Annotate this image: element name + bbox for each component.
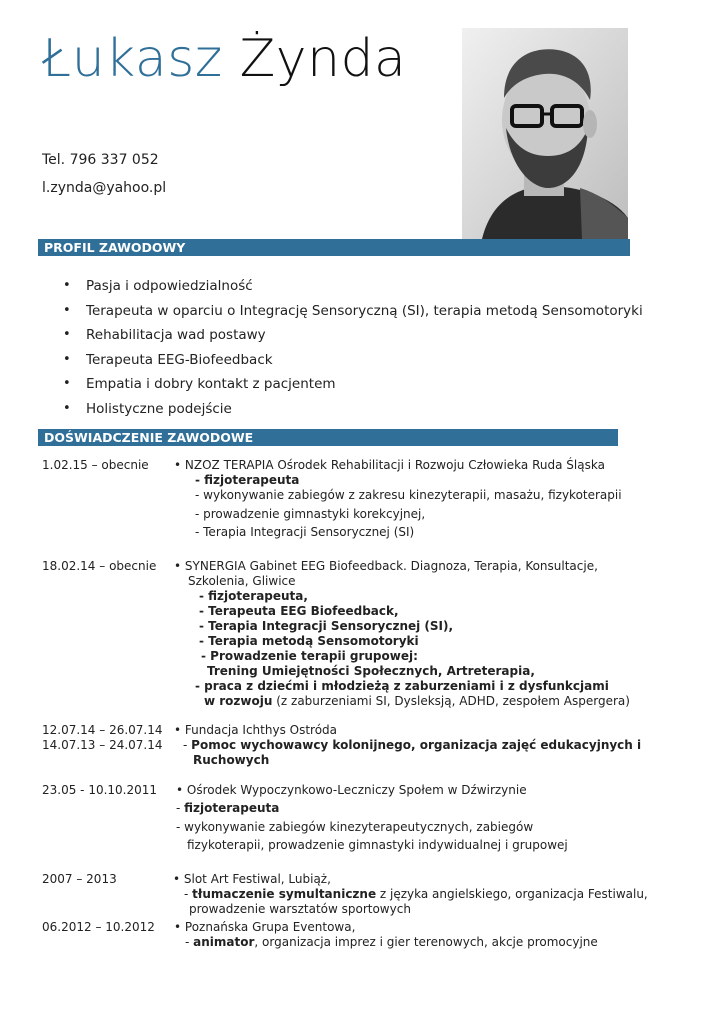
experience-date: 1.02.15 – obecnie — [42, 458, 149, 472]
experience-detail: fizykoterapii, prowadzenie gimnastyki indywidualnej i grupowej — [187, 838, 568, 852]
experience-role — [195, 679, 609, 695]
experience-role — [176, 801, 279, 817]
experience-detail: prowadzenie warsztatów sportowych — [189, 902, 411, 916]
experience-date: 06.2012 – 10.2012 — [42, 920, 155, 934]
section-header-profile: PROFIL ZAWODOWY — [38, 239, 630, 256]
role-prefix: - — [183, 738, 192, 752]
experience-role: Ruchowych — [193, 753, 270, 767]
experience-date: 12.07.14 – 26.07.14 — [42, 723, 163, 737]
experience-role-text: fizjoterapeuta — [184, 801, 280, 815]
first-name: Łukasz — [42, 29, 223, 89]
experience-detail: - wykonywanie zabiegów z zakresu kinezyterapii, masażu, fizykoterapii — [195, 488, 622, 502]
experience-org: • Poznańska Grupa Eventowa, — [174, 920, 356, 934]
role-prefix: - — [185, 935, 194, 949]
experience-role: - fizjoterapeuta, — [199, 589, 308, 603]
list-item: • Rehabilitacja wad postawy — [46, 323, 643, 348]
profile-photo — [462, 28, 628, 239]
last-name: Żynda — [239, 29, 407, 89]
list-item: • Empatia i dobry kontakt z pacjentem — [46, 372, 643, 397]
list-item: • Terapeuta w oparciu o Integrację Sensoryczną (SI), terapia metodą Sensomotoryki — [46, 299, 643, 324]
experience-org: • Slot Art Festiwal, Lubiąż, — [173, 872, 331, 886]
experience-org: • SYNERGIA Gabinet EEG Biofeedback. Diagnoza, Terapia, Konsultacje, — [174, 559, 598, 573]
experience-role-text: tłumaczenie symultaniczne — [192, 887, 377, 901]
phone: Tel. 796 337 052 — [42, 152, 159, 168]
experience-role: Trening Umiejętności Społecznych, Artreterapia, — [207, 664, 535, 678]
list-item: • Holistyczne podejście — [46, 397, 643, 422]
list-item: • Pasja i odpowiedzialność — [46, 274, 643, 299]
experience-role: - Terapia Integracji Sensorycznej (SI), — [199, 619, 454, 633]
experience-detail-text: , organizacja imprez i gier terenowych, akcje promocyjne — [254, 935, 598, 949]
experience-role: - fizjoterapeuta — [195, 473, 300, 487]
experience-detail-text: z języka angielskiego, organizacja Festiwalu, — [376, 887, 648, 901]
section-header-experience: DOŚWIADCZENIE ZAWODOWE — [38, 429, 618, 446]
experience-role — [183, 738, 641, 754]
experience-detail: - prowadzenie gimnastyki korekcyjnej, — [195, 507, 426, 521]
experience-detail: - Terapia Integracji Sensorycznej (SI) — [195, 525, 415, 539]
experience-detail-text: (z zaburzeniami SI, Dysleksją, ADHD, zespołem Aspergera) — [272, 694, 630, 708]
experience-date: 2007 – 2013 — [42, 872, 117, 886]
experience-detail — [204, 694, 630, 710]
list-item: • Terapeuta EEG-Biofeedback — [46, 348, 643, 373]
experience-role — [184, 887, 648, 903]
experience-role-text: - praca z dziećmi i młodzieżą z zaburzeniami i z dysfunkcjami — [195, 679, 609, 693]
experience-date: 18.02.14 – obecnie — [42, 559, 157, 573]
experience-org: • NZOZ TERAPIA Ośrodek Rehabilitacji i Rozwoju Człowieka Ruda Śląska — [174, 458, 605, 472]
email: l.zynda@yahoo.pl — [42, 180, 167, 196]
experience-role-text: w rozwoju — [204, 694, 273, 708]
experience-role-text: Pomoc wychowawcy kolonijnego, organizacja zajęć edukacyjnych i — [191, 738, 642, 752]
experience-org: Szkolenia, Gliwice — [188, 574, 296, 588]
experience-role — [185, 935, 598, 951]
person-portrait-icon — [462, 28, 628, 239]
experience-role: - Prowadzenie terapii grupowej: — [201, 649, 418, 663]
experience-org: • Ośrodek Wypoczynkowo-Leczniczy Społem w Dźwirzynie — [176, 783, 527, 797]
candidate-name — [42, 28, 406, 90]
profile-list — [46, 274, 643, 421]
role-prefix: - — [184, 887, 193, 901]
experience-org: • Fundacja Ichthys Ostróda — [174, 723, 338, 737]
experience-detail: - wykonywanie zabiegów kinezyterapeutycznych, zabiegów — [176, 820, 534, 834]
experience-role-text: animator — [193, 935, 255, 949]
experience-role: - Terapeuta EEG Biofeedback, — [199, 604, 399, 618]
experience-role: - Terapia metodą Sensomotoryki — [199, 634, 419, 648]
experience-date: 14.07.13 – 24.07.14 — [42, 738, 163, 752]
experience-date: 23.05 - 10.10.2011 — [42, 783, 158, 797]
role-prefix: - — [176, 801, 185, 815]
